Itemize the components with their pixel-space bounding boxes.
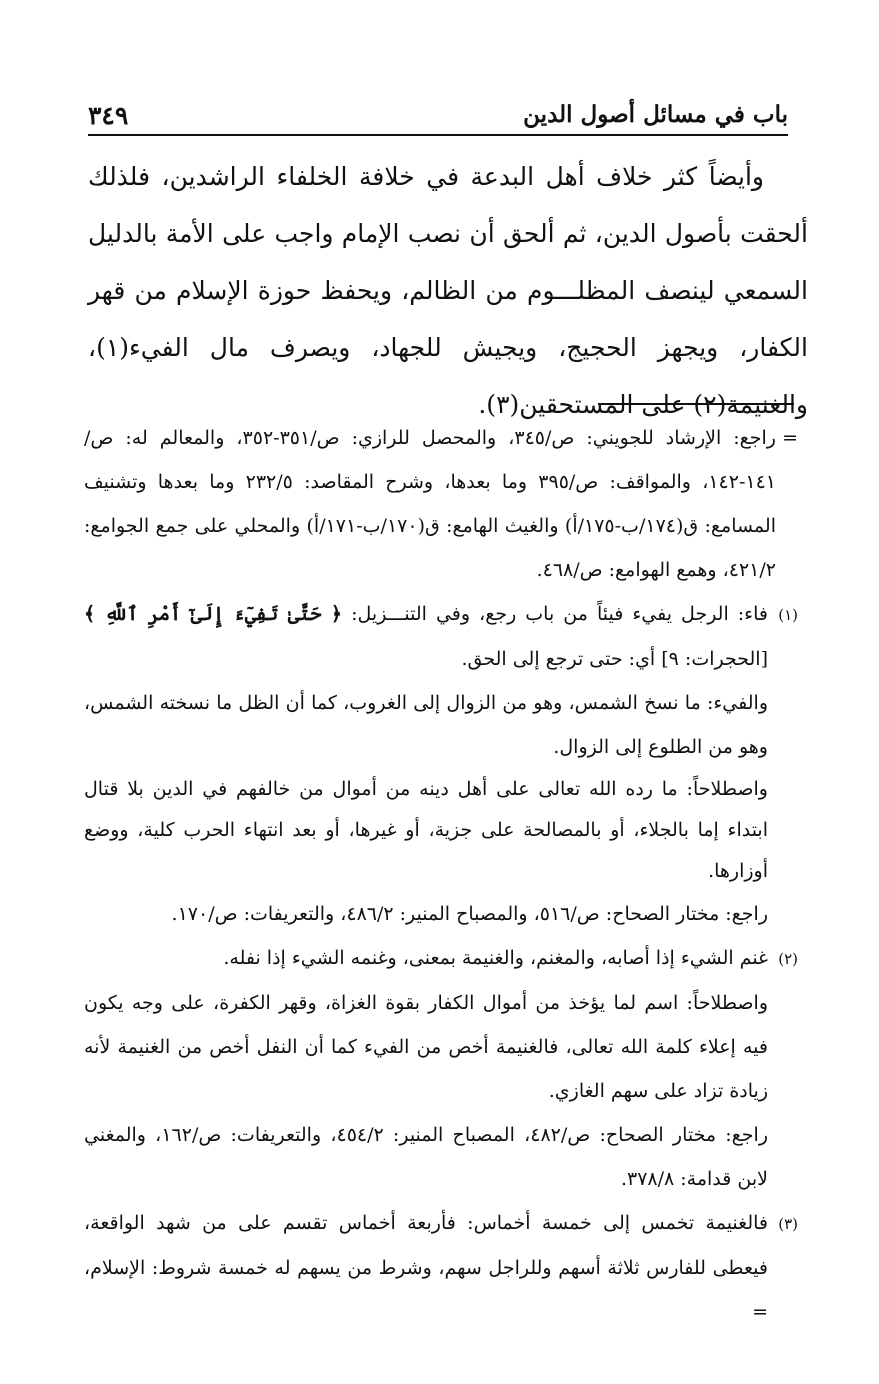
footnote-3-text: فالغنيمة تخمس إلى خمسة أخماس: فأربعة أخماس تقسم على من شهد الواقعة، فيعطى للفارس ثلاثة أسهم وللراجل سهم، وشرط من يسهم له خمسة شروط: الإسلام، xyxy=(84,1212,768,1279)
quran-verse: ﴿ حَتَّىٰ تَفِيٓءَ إِلَىٰٓ أَمْرِ ٱللَّهِ ﴾ xyxy=(84,603,343,625)
running-title: باب في مسائل أصول الدين xyxy=(523,101,788,128)
footnote-1-para-3: واصطلاحاً: ما رده الله تعالى على أهل دينه من أموال من خالفهم في الدين بلا قتال ابتداء إما بالجلاء، أو بالمصالحة على جزية، أو غيرها، أو بعد انتهاء الحرب كلية، ووضع أوزارها. xyxy=(84,778,768,882)
footnote-1-text-b: [الحجرات: ٩] أي: حتى ترجع إلى الحق. xyxy=(461,648,768,670)
footnote-1 xyxy=(84,592,798,681)
continuation-marker: = xyxy=(782,427,798,449)
footnote-2-para-2: واصطلاحاً: اسم لما يؤخذ من أموال الكفار بقوة الغزاة، وقهر الكفرة، على وجه يكون فيه إعلاء كلمة الله تعالى، فالغنيمة أخص من الفيء كما أن النفل أخص من الغنيمة لأنه زيادة تزاد على سهم الغازي. xyxy=(84,992,768,1102)
main-paragraph: وأيضاً كثر خلاف أهل البدعة في خلافة الخلفاء الراشدين، فلذلك ألحقت بأصول الدين، ثم ألحق أن نصب الإمام واجب على الأمة بالدليل السمعي لينصف المظلـــوم من الظالم، ويحفظ حوزة الإسلام من قهر الكفار، ويجهز الحجيج، ويجيش للجهاد، ويصرف مال الفيء(١)، والغنيمة(٢) على المستحقين(٣). xyxy=(88,162,808,419)
footnote-3-number: (٣) xyxy=(778,1215,798,1233)
footnote-2-text: غنم الشيء إذا أصابه، والمغنم، والغنيمة بمعنى، وغنمه الشيء إذا نفله. xyxy=(223,947,768,969)
footnote-3-continuation-marker: = xyxy=(752,1301,768,1323)
footnote-1-text-a: فاء: الرجل يفيء فيئاً من باب رجع، وفي التنـــزيل: xyxy=(351,603,768,625)
footnote-continuation xyxy=(84,416,798,592)
page-header xyxy=(88,90,788,136)
main-text xyxy=(88,148,808,433)
page-number: ٣٤٩ xyxy=(88,101,129,130)
footnote-2 xyxy=(84,936,798,981)
footnotes xyxy=(84,416,798,1334)
footnote-1-number: (١) xyxy=(778,606,798,624)
footnote-separator xyxy=(598,403,794,405)
footnote-1-para-2: والفيء: ما نسخ الشمس، وهو من الزوال إلى الغروب، كما أن الظل ما نسخته الشمس، وهو من الطلوع إلى الزوال. xyxy=(84,692,768,758)
footnote-2-references: راجع: مختار الصحاح: ص/٤٨٢، المصباح المنير: ٤٥٤/٢، والتعريفات: ص/١٦٢، والمغني لابن قدامة: ٣٧٨/٨. xyxy=(84,1124,768,1190)
footnote-2-number: (٢) xyxy=(778,950,798,968)
footnote-3 xyxy=(84,1201,798,1334)
footnote-1-references: راجع: مختار الصحاح: ص/٥١٦، والمصباح المنير: ٤٨٦/٢، والتعريفات: ص/١٧٠. xyxy=(171,903,768,925)
continuation-text: راجع: الإرشاد للجويني: ص/٣٤٥، والمحصل للرازي: ص/٣٥١-٣٥٢، والمعالم له: ص/١٤١-١٤٢، والمواقف: ص/٣٩٥ وما بعدها، وشرح المقاصد: ٢٣٢/٥ وما بعدها وتشنيف المسامع: ق(١٧٤/ب-١٧٥/أ) والغيث الهامع: ق(١٧٠/ب-١٧١/أ) والمحلي على جمع الجوامع: ٤٢١/٢، وهمع الهوامع: ص/٤٦٨. xyxy=(84,427,777,581)
